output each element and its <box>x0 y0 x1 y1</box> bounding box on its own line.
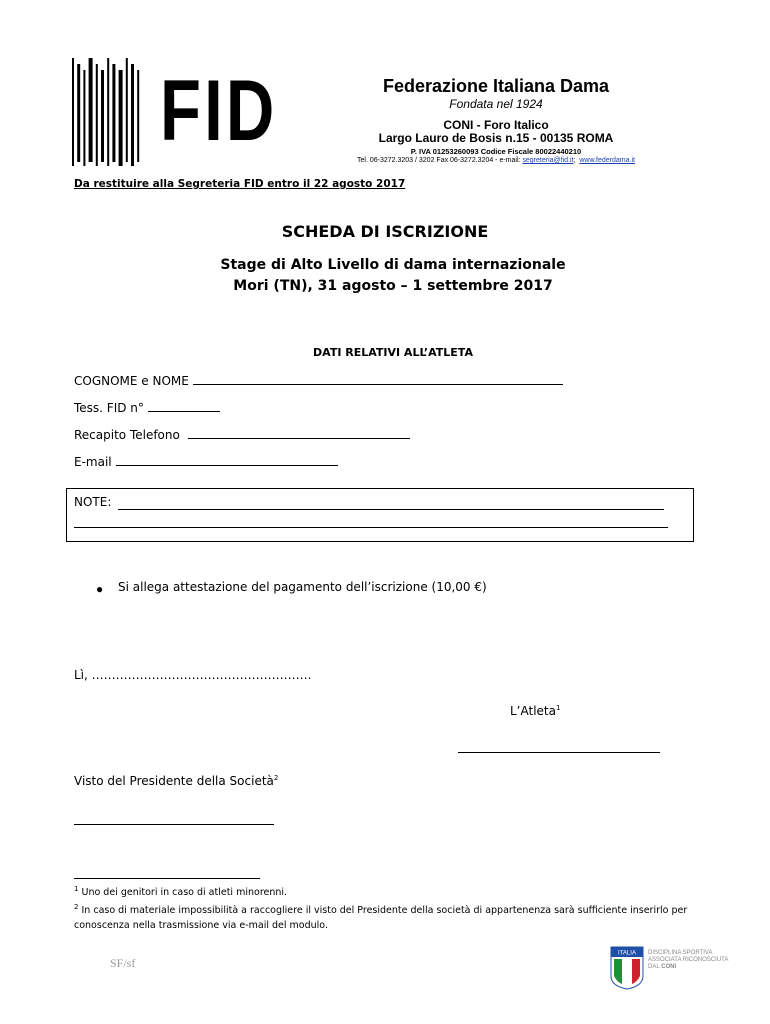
return-deadline-note: Da restituire alla Segreteria FID entro il 22 agosto 2017 <box>74 178 406 190</box>
email-field-row <box>74 453 338 469</box>
document-initials: SF/sf <box>110 956 136 970</box>
footnote-2 <box>74 900 714 933</box>
form-title: SCHEDA DI ISCRIZIONE <box>281 222 489 241</box>
logo-bar <box>126 58 128 162</box>
bullet-icon: ● <box>96 582 104 596</box>
fid-logo-bars <box>72 58 154 166</box>
footnote-ref-1: 1 <box>555 704 561 712</box>
phone-field-line[interactable] <box>188 426 410 439</box>
payment-attachment-note: Si allega attestazione del pagamento dell’iscrizione (10,00 €) <box>118 580 487 594</box>
athlete-signature-label <box>510 704 560 718</box>
logo-bar <box>112 64 115 162</box>
name-field-row <box>74 372 563 388</box>
founded-line: Fondata nel 1924 <box>449 97 543 111</box>
shield-text: ITALIA <box>618 950 636 957</box>
logo-bar <box>119 70 123 166</box>
logo-bar <box>83 70 85 166</box>
notes-line-2[interactable] <box>74 527 668 528</box>
card-field-line[interactable] <box>148 399 220 412</box>
president-label-text: Visto del Presidente della Società <box>74 774 274 788</box>
stage-title: Stage di Alto Livello di dama internazionale <box>220 257 566 273</box>
badge-line-2: ASSOCIATA RICONOSCIUTA <box>648 957 729 963</box>
card-field-row <box>74 399 220 415</box>
footnote-1-number: 1 <box>74 885 79 893</box>
contacts-prefix: Tel. 06-3272.3203 / 3202 Fax 06-3272.3204 - e-mail: <box>357 157 523 164</box>
tax-id-line: P. IVA 01253260093 Codice Fiscale 80022440210 <box>410 147 582 156</box>
organization-name: Federazione Italiana Dama <box>382 76 610 96</box>
badge-line-3-prefix: DAL <box>648 964 662 970</box>
name-field-line[interactable] <box>193 372 563 385</box>
logo-bar <box>72 58 74 166</box>
address-line: Largo Lauro de Bosis n.15 - 00135 ROMA <box>378 131 614 145</box>
footnote-ref-2: 2 <box>273 774 279 782</box>
contacts-separator: ; <box>573 157 576 164</box>
fid-logo-text: FID <box>160 63 278 159</box>
logo-bar <box>77 64 80 162</box>
phone-field-label: Recapito Telefono <box>74 428 180 442</box>
notes-label: NOTE: <box>74 495 112 509</box>
phone-field-row <box>74 426 410 442</box>
website-link[interactable]: www.federdama.it <box>579 157 635 164</box>
logo-bar <box>89 58 93 162</box>
president-signature-line[interactable] <box>74 824 274 825</box>
footnote-1 <box>74 885 287 898</box>
name-field-label: COGNOME e NOME <box>74 374 189 388</box>
logo-bar <box>131 64 134 166</box>
footnote-2-text: In caso di materiale impossibilità a raccogliere il visto del Presidente della società di appartenenza sarà sufficiente inserirlo per conoscenza nella trasmissione via e-mail del modulo. <box>74 905 688 932</box>
email-link[interactable]: segreteria@fid.it <box>522 157 574 164</box>
email-field-line[interactable] <box>116 453 338 466</box>
card-field-label: Tess. FID n° <box>74 401 144 415</box>
email-field-label: E-mail <box>74 455 112 469</box>
logo-bar <box>101 70 104 162</box>
place-date-line[interactable]: Lì, ………………………………………………. <box>74 668 312 682</box>
logo-bar <box>107 58 109 166</box>
stage-dates: Mori (TN), 31 agosto – 1 settembre 2017 <box>233 278 553 294</box>
notes-line-1[interactable] <box>118 509 664 510</box>
footnote-divider <box>74 878 260 879</box>
notes-box <box>66 488 694 542</box>
president-signature-label <box>74 774 278 788</box>
logo-bar <box>137 70 139 162</box>
badge-line-3 <box>648 964 738 971</box>
coni-line: CONI - Foro Italico <box>443 118 549 132</box>
footnote-2-number: 2 <box>74 903 79 911</box>
footnote-1-text: Uno dei genitori in caso di atleti minorenni. <box>81 887 288 899</box>
logo-bar <box>96 64 98 166</box>
badge-line-3-bold: CONI <box>661 964 677 970</box>
italia-shield-icon <box>610 946 644 990</box>
section-title: DATI RELATIVI ALL’ATLETA <box>313 346 473 359</box>
badge-line-1: DISCIPLINA SPORTIVA <box>648 950 713 956</box>
italia-badge-text <box>648 950 738 971</box>
athlete-label-text: L’Atleta <box>510 704 556 718</box>
contacts-line <box>300 157 692 164</box>
athlete-signature-line[interactable] <box>458 752 660 753</box>
